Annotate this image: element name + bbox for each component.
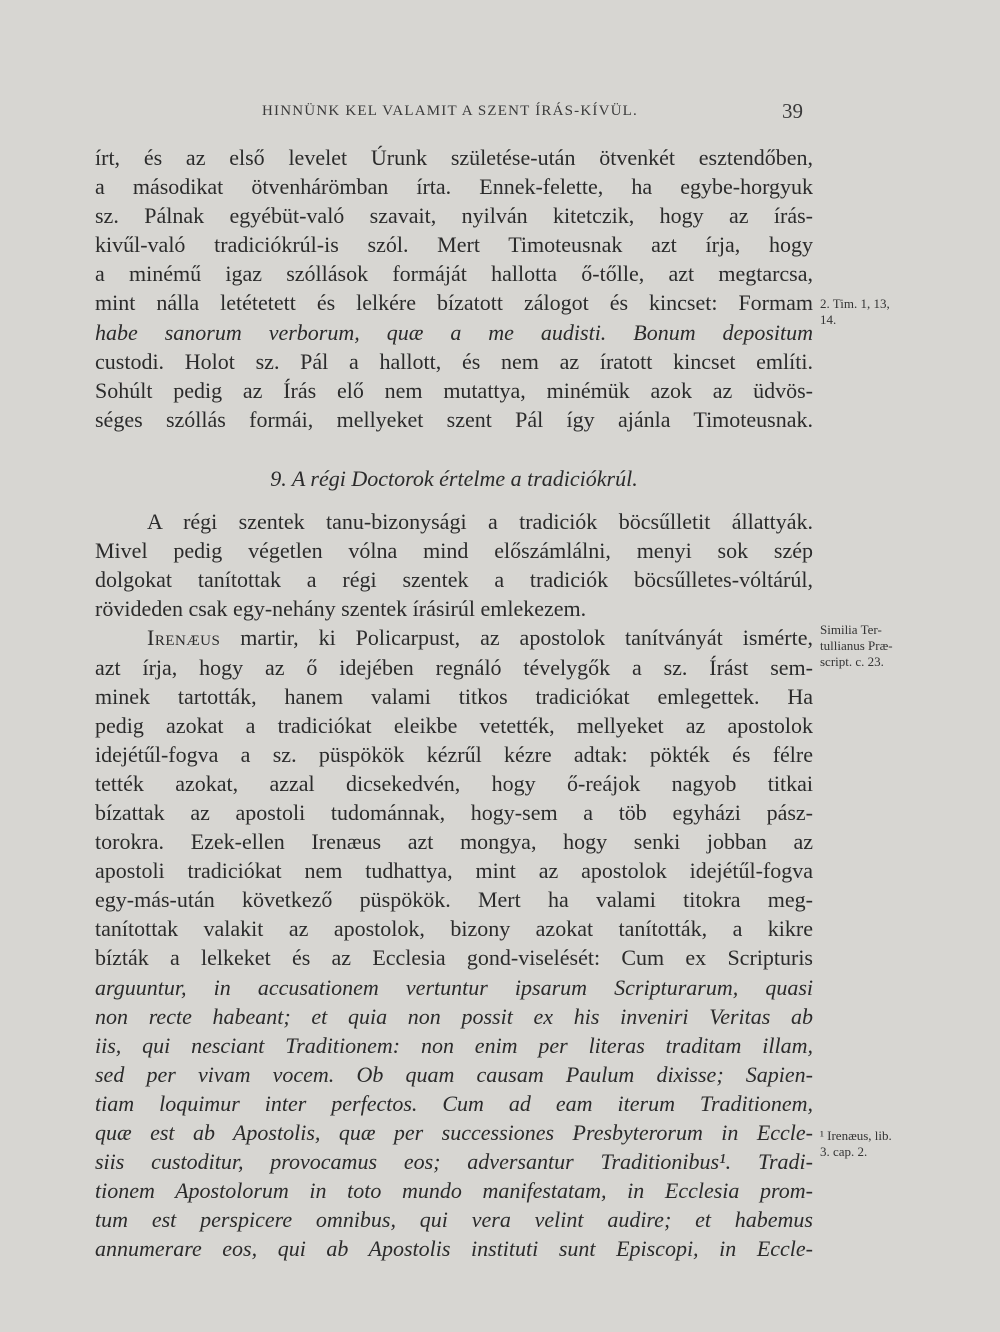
text-line: tanítottak valakit az apostolok, bizony azokat tanították, a kikre — [95, 916, 813, 942]
running-head — [0, 99, 1000, 127]
text-line: azt írja, hogy az ő idejében regnáló tévelygők a sz. Írást sem- — [95, 654, 813, 680]
text-line: custodi. Holot sz. Pál a hallott, és nem az íratott kincset említi. — [95, 348, 813, 374]
text-line: bízták a lelkeket és az Ecclesia gond-viselését: Cum ex Scripturis — [95, 945, 813, 971]
latin-quote-line: non recte habeant; et quia non possit ex his inveniri Veritas ab — [95, 1003, 813, 1029]
latin-quote-line: siis custoditur, provocamus eos; adversantur Traditionibus¹. Tradi- — [95, 1149, 813, 1175]
latin-quote-line: tiam loquimur inter perfectos. Cum ad eam iterum Traditionem, — [95, 1090, 813, 1116]
latin-quote-line: quæ est ab Apostolis, quæ per successiones Presbyterorum in Eccle- — [95, 1120, 813, 1145]
margin-note: Similia Ter- tullianus Præ- script. c. 23. — [820, 622, 893, 669]
author-name: Irenæus — [147, 625, 221, 651]
page-number: 39 — [782, 99, 803, 123]
text-line: Mivel pedig végetlen vólna mind előszámlálni, menyi sok szép — [95, 538, 813, 564]
text-line: sz. Pálnak egyébüt-való szavait, nyilván kitetczik, hogy az írás- — [95, 203, 813, 229]
text-line: Sohúlt pedig az Írás elő nem mutattya, minémük azok az üdvös- — [95, 377, 813, 403]
text-line: dolgokat tanítottak a régi szentek a tradiciók böcsűlletes-vóltárúl, — [95, 567, 813, 593]
latin-quote-line: habe sanorum verborum, quæ a me audisti. Bonum depositum — [95, 319, 813, 345]
text-line: apostoli tradiciókat nem tudhattya, mint az apostolok idejétűl-fogva — [95, 858, 813, 884]
text-line: a minémű igaz szóllások formáját hallotta ő-tőlle, azt megtarcsa, — [95, 261, 813, 287]
text-line: A régi szentek tanu-bizonysági a tradiciók böcsűlletit állattyák. — [147, 509, 813, 535]
body-text — [95, 143, 813, 1263]
margin-note: ¹ Irenæus, lib. 3. cap. 2. — [820, 1128, 892, 1159]
latin-quote-line: sed per vivam vocem. Ob quam causam Paulum dixisse; Sapien- — [95, 1061, 813, 1087]
section-heading: 9. A régi Doctorok értelme a tradiciókrúl. — [270, 465, 638, 491]
text-line: írt, és az első levelet Úrunk születése-után ötvenkét esztendőben, — [95, 145, 813, 170]
text-line: a másodikat ötvenhárömban írta. Ennek-felette, ha egybe-horgyuk — [95, 174, 813, 200]
text-line: rövideden csak egy-nehány szentek írásirúl emlekezem. — [95, 596, 587, 622]
text-line — [95, 623, 813, 652]
margin-note: 2. Tim. 1, 13, 14. — [820, 296, 890, 327]
running-title: HINNÜNK KEL VALAMIT A SZENT ÍRÁS-KÍVÜL. — [262, 103, 638, 119]
text-line: idejétűl-fogva a sz. püspökök kézrűl kézre adtak: pökték és félre — [95, 741, 813, 767]
text-line: minek tartották, hanem valami titkos tradiciókat emlegettek. Ha — [95, 683, 813, 709]
text-line: torokra. Ezek-ellen Irenæus azt mongya, hogy senki jobban az — [95, 829, 813, 855]
latin-quote-line: tum est perspicere omnibus, qui vera velint audire; et habemus — [95, 1207, 813, 1233]
text-line: kivűl-való tradiciókrúl-is szól. Mert Timoteusnak azt írja, hogy — [95, 232, 813, 258]
latin-quote-line: iis, qui nesciant Traditionem: non enim per literas traditam illam, — [95, 1032, 813, 1058]
latin-quote-line: arguuntur, in accusationem vertuntur ipsarum Scripturarum, quasi — [95, 974, 813, 1000]
text-line: pedig azokat a tradiciókat eleikbe vetették, mellyeket az apostolok — [95, 712, 813, 738]
text-fragment: martir, ki Policarpust, az apostolok tanítványát ismérte, — [220, 625, 813, 651]
text-line: tették azokat, azzal dicsekedvén, hogy ő-reájok nagyob titkai — [95, 770, 813, 796]
latin-quote-line: annumerare eos, qui ab Apostolis instituti sunt Episcopi, in Eccle- — [95, 1236, 813, 1262]
text-line: séges szóllás formái, mellyeket szent Pál így ajánla Timoteusnak. — [95, 406, 813, 432]
text-line: mint nálla letétetett és lelkére bízatott zálogot és kincset: Formam — [95, 290, 813, 316]
latin-quote-line: tionem Apostolorum in toto mundo manifestatam, in Ecclesia prom- — [95, 1178, 813, 1204]
text-line: egy-más-után következő püspökök. Mert ha valami titokra meg- — [95, 887, 813, 913]
text-line: bízattak az apostoli tudománnak, hogy-sem a töb egyházi pász- — [95, 799, 813, 825]
